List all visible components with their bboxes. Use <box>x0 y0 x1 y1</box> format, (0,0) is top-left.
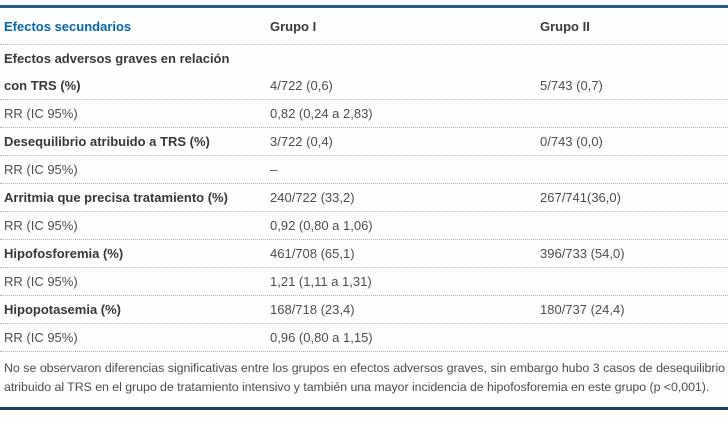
row-label: Hipofosforemia (%) <box>4 246 124 261</box>
grupo2-value: 0/743 (0,0) <box>540 134 603 149</box>
header-efectos-secundarios: Efectos secundarios <box>4 18 132 34</box>
grupo2-value: 267/741(36,0) <box>540 190 621 205</box>
row-label: Desequilibrio atribuido a TRS (%) <box>4 134 210 149</box>
row-label: Arritmia que precisa tratamiento (%) <box>4 190 228 205</box>
grupo1-value: 0,96 (0,80 a 1,15) <box>270 330 373 345</box>
table-row <box>0 184 728 212</box>
grupo1-value: 240/722 (33,2) <box>270 190 355 205</box>
grupo1-value: 0,82 (0,24 a 2,83) <box>270 106 373 121</box>
row-label: RR (IC 95%) <box>4 218 78 233</box>
grupo1-value: 4/722 (0,6) <box>270 78 333 93</box>
adverse-effects-table <box>0 5 728 410</box>
grupo2-value: 180/737 (24,4) <box>540 302 625 317</box>
header-grupo-1: Grupo I <box>270 18 317 34</box>
table-row <box>0 296 728 324</box>
table-row <box>0 128 728 156</box>
grupo1-value: – <box>270 162 278 177</box>
row-label: RR (IC 95%) <box>4 106 78 121</box>
table-footnote: No se observaron diferencias significativas entre los grupos en efectos adversos graves, sin embargo hubo 3 casos de desequilibrio atribuido al TRS en el grupo de tratamiento intensivo y también una mayor incidencia de hipofosforemia en este grupo (p <0,001). <box>4 361 725 394</box>
row-label-line-1: Efectos adversos graves en relación <box>4 51 230 66</box>
header-grupo-2: Grupo II <box>540 18 590 34</box>
grupo2-value: 5/743 (0,7) <box>540 78 603 93</box>
row-label: RR (IC 95%) <box>4 274 78 289</box>
grupo1-value: 168/718 (23,4) <box>270 302 355 317</box>
table-row <box>0 268 728 296</box>
row-label: Hipopotasemia (%) <box>4 302 122 317</box>
table-row <box>0 45 728 100</box>
grupo1-value: 461/708 (65,1) <box>270 246 355 261</box>
table-row <box>0 156 728 184</box>
table-row <box>0 240 728 268</box>
table-row <box>0 100 728 128</box>
row-label: RR (IC 95%) <box>4 330 78 345</box>
table-row <box>0 324 728 352</box>
grupo1-value: 0,92 (0,80 a 1,06) <box>270 218 373 233</box>
table-header-row <box>0 8 728 45</box>
row-label: RR (IC 95%) <box>4 162 78 177</box>
row-label <box>0 45 270 99</box>
grupo1-value: 3/722 (0,4) <box>270 134 333 149</box>
grupo2-value: 396/733 (54,0) <box>540 246 625 261</box>
row-label-line-2: con TRS (%) <box>4 78 81 93</box>
grupo1-value: 1,21 (1,11 a 1,31) <box>270 274 372 289</box>
table-row <box>0 212 728 240</box>
